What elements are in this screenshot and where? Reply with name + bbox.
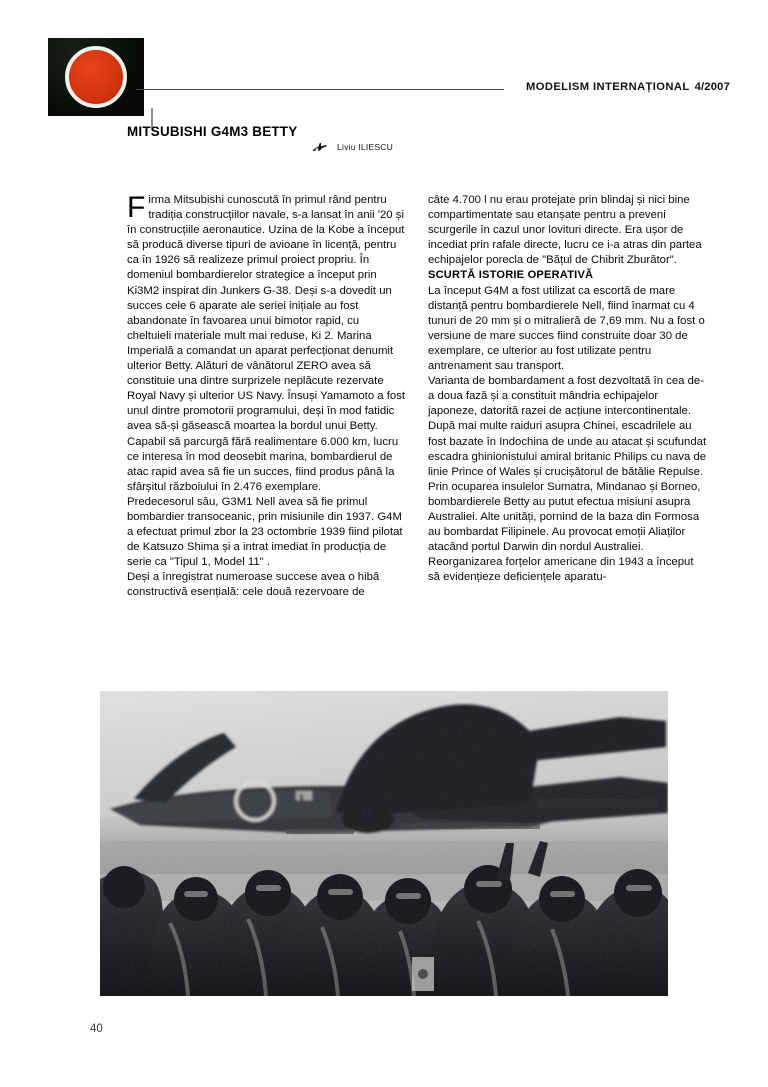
paragraph xyxy=(127,193,406,495)
byline xyxy=(312,141,393,152)
header-horizontal-rule xyxy=(136,89,504,90)
paragraph: câte 4.700 l nu erau protejate prin blindaj și nici bine compartimentate sau etanșate pentru a preveni scurgerile în cazul unor lovituri directe. Era ușor de incediat prin rafale directe, lucru ce i-a atras din partea echipajelor porecla de "Bățul de Chibrit Zburător". xyxy=(428,194,702,267)
body-column-left xyxy=(127,193,406,601)
paragraph: La început G4M a fost utilizat ca escortă de mare distanță pentru bombardierele Nell, fiind înarmat cu 4 tunuri de 20 mm și o mitralieră de 7,69 mm. Nu a fost o versiune de mare succes fiind construite doar 30 de exemplare, ce ulterior au fost utilizate pentru antrenament sau transport. xyxy=(428,284,705,373)
paragraph: Predecesorul său, G3M1 Nell avea să fie primul bombardier transoceanic, prin misiunile din 1937. G4M a efectuat primul zbor la 23 octombrie 1939 fiind pilotat de Katsuzo Shima și a intrat imediat în producția de serie ca "Tipul 1, Model 11" . xyxy=(127,495,403,569)
section-heading: SCURTĂ ISTORIE OPERATIVĂ xyxy=(428,269,594,282)
page-number: 40 xyxy=(90,1023,103,1035)
paragraph: Deși a înregistrat numeroase succese avea o hibă constructivă esențială: cele două rezervoare de xyxy=(127,571,380,599)
page-title: MITSUBISHI G4M3 BETTY xyxy=(127,124,298,139)
roundel-disc xyxy=(65,46,127,108)
aircraft-silhouette-icon xyxy=(312,141,328,152)
masthead xyxy=(526,81,730,93)
article-photograph xyxy=(100,691,668,996)
author-name: Liviu ILIESCU xyxy=(337,141,394,152)
paragraph-text: irma Mitsubishi cunoscută în primul rând pentru tradiția construcțiilor navale, s-a lansat în anii '20 și în construcțiile aeronautice. Uzina de la Kobe a început să producă diverse tipuri de avioane în licență, pentru ca în 1926 să realizeze primul proiect propriu. În domeniul bombardierelor strategice a început prin Ki3M2 inspirat din Junkers G-38. Deși s-a dovedit un succes cele 6 aparate ale seriei inițiale au fost abandonate în favoarea unui bimotor rapid, cu cheltuieli materiale mult mai reduse, Ki 2. Marina Imperială a comandat un aparat perfecționat denumit ulterior Betty. Alături de vânătorul ZERO avea să constituie una dintre surprizele neplăcute rezervate Royal Navy și ulterior US Navy. Însuși Yamamoto a fost unul dintre promotorii programului, deși în mod fatidic avea să-și găsească moartea la bordul unui Betty. Capabil să parcurgă fără realimentare 6.000 km, lucru ce interesa în mod deosebit marina, bombardierul de atac rapid avea să fie un succes, fiind produs până la sfârșitul războiului în 2.476 exemplare. xyxy=(127,194,406,493)
hinomaru-roundel-icon xyxy=(48,38,144,116)
issue-number: 4/2007 xyxy=(694,81,730,93)
drop-cap: F xyxy=(127,191,146,224)
body-column-right xyxy=(428,193,707,585)
publication-title: MODELISM INTERNAȚIONAL xyxy=(526,81,690,93)
paragraph: Varianta de bombardament a fost dezvoltată în cea de-a doua fază și a constituit mândria echipajelor japoneze, datorită razei de acțiune intercontinentale. După mai multe raiduri asupra Chinei, escadrilele au fost bazate în Indochina de unde au atacat și scufundat escadra ghinionistului amiral britanic Philips cu nava de linie Prince of Wales și crucișătorul de bătălie Repulse. Prin ocuparea insulelor Sumatra, Mindanao și Borneo, bombardierele Betty au putut efectua misiuni asupra Australiei. Alte unități, pornind de la baza din Formosa au bombardat Filipinele. Au provocat emoții Aliaților atacând portul Darwin din nordul Australiei. Reorganizarea forțelor americane din 1943 a început să evidențieze deficiențele aparatu- xyxy=(428,375,707,584)
